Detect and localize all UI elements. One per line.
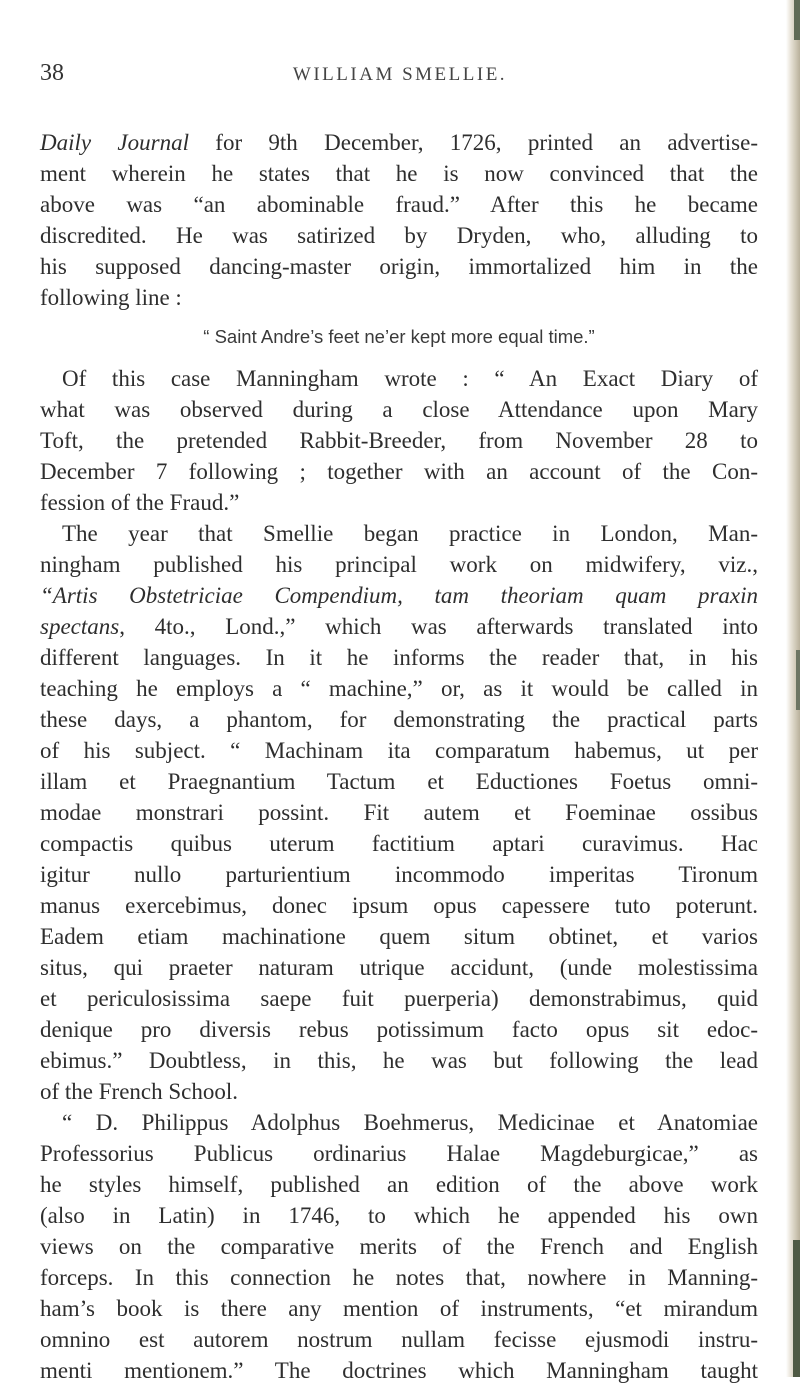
page-edge-dark-top bbox=[794, 0, 800, 40]
text-line: above was “an abominable fraud.” After this he became bbox=[40, 192, 758, 217]
running-head: WILLIAM SMELLIE. bbox=[292, 64, 508, 85]
text-line: igitur nullo parturientium incommodo imperitas Tironum bbox=[40, 862, 758, 887]
text-line: teaching he employs a “ machine,” or, as it would be called in bbox=[40, 676, 758, 701]
text-line: menti mentionem.” The doctrines which Manningham taught bbox=[40, 1358, 758, 1383]
body-text bbox=[40, 127, 758, 1386]
text-line: situs, qui praeter naturam utrique accidunt, (unde molestissima bbox=[40, 955, 758, 980]
text-line: omnino est autorem nostrum nullam fecisse ejusmodi instru- bbox=[40, 1327, 758, 1352]
text-line bbox=[40, 127, 758, 158]
paragraph-2 bbox=[40, 363, 758, 518]
text-line: fession of the Fraud.” bbox=[40, 490, 240, 515]
text-line: following line : bbox=[40, 285, 182, 310]
page-header bbox=[40, 60, 760, 90]
page-edge-dark-mid bbox=[796, 650, 800, 710]
text-line: different languages. In it he informs the reader that, in his bbox=[40, 645, 758, 670]
text-line bbox=[40, 580, 758, 611]
text-line: of the French School. bbox=[40, 1079, 239, 1104]
text-line: modae monstrari possint. Fit autem et Foeminae ossibus bbox=[40, 800, 758, 825]
text-span: , 4to., Lond.,” which was afterwards translated into bbox=[119, 614, 758, 639]
text-line: The year that Smellie began practice in London, Man- bbox=[62, 521, 758, 546]
italic-title: “Artis Obstetriciae Compendium, tam theoriam quam praxin bbox=[40, 583, 758, 608]
paragraph-1 bbox=[40, 127, 758, 313]
page-edge-dark-bottom bbox=[793, 1240, 800, 1377]
text-line: views on the comparative merits of the French and English bbox=[40, 1234, 758, 1259]
page-number: 38 bbox=[40, 60, 64, 86]
text-span: for 9th December, 1726, printed an advertise- bbox=[188, 130, 758, 155]
text-line: his supposed dancing-master origin, immortalized him in the bbox=[40, 254, 758, 279]
text-line: compactis quibus uterum factitium aptari curavimus. Hac bbox=[40, 831, 758, 856]
paragraph-3 bbox=[40, 518, 758, 1107]
text-line: of his subject. “ Machinam ita comparatum habemus, ut per bbox=[40, 738, 758, 763]
text-line: (also in Latin) in 1746, to which he appended his own bbox=[40, 1203, 758, 1228]
text-line: Of this case Manningham wrote : “ An Exact Diary of bbox=[62, 366, 758, 391]
text-line: ningham published his principal work on midwifery, viz., bbox=[40, 552, 758, 577]
text-line: et periculosissima saepe fuit puerperia) demonstrabimus, quid bbox=[40, 986, 758, 1011]
text-line: Toft, the pretended Rabbit-Breeder, from November 28 to bbox=[40, 428, 758, 453]
italic-title: Daily Journal bbox=[40, 130, 189, 155]
text-line: illam et Praegnantium Tactum et Eductiones Foetus omni- bbox=[40, 769, 758, 794]
text-line: ment wherein he states that he is now convinced that the bbox=[40, 161, 758, 186]
text-line: “ D. Philippus Adolphus Boehmerus, Medicinae et Anatomiae bbox=[62, 1110, 758, 1135]
text-line: manus exercebimus, donec ipsum opus capessere tuto poterunt. bbox=[40, 893, 758, 918]
text-line: Eadem etiam machinatione quem situm obtinet, et varios bbox=[40, 924, 758, 949]
text-line: Professorius Publicus ordinarius Halae Magdeburgicae,” as bbox=[40, 1141, 758, 1166]
text-line bbox=[40, 611, 758, 642]
text-line: forceps. In this connection he notes that, nowhere in Manning- bbox=[40, 1265, 758, 1290]
text-line: discredited. He was satirized by Dryden, who, alluding to bbox=[40, 223, 758, 248]
italic-title: spectans bbox=[40, 614, 120, 639]
text-line: these days, a phantom, for demonstrating the practical parts bbox=[40, 707, 758, 732]
text-line: what was observed during a close Attendance upon Mary bbox=[40, 397, 758, 422]
text-line: ebimus.” Doubtless, in this, he was but following the lead bbox=[40, 1048, 758, 1073]
verse-quote: “ Saint Andre’s feet ne’er kept more equal time.” bbox=[203, 326, 595, 347]
text-line: December 7 following ; together with an account of the Con- bbox=[40, 459, 758, 484]
text-line: denique pro diversis rebus potissimum facto opus sit edoc- bbox=[40, 1017, 758, 1042]
text-line: he styles himself, published an edition of the above work bbox=[40, 1172, 758, 1197]
paragraph-4 bbox=[40, 1107, 758, 1386]
text-line: ham’s book is there any mention of instruments, “et mirandum bbox=[40, 1296, 758, 1321]
